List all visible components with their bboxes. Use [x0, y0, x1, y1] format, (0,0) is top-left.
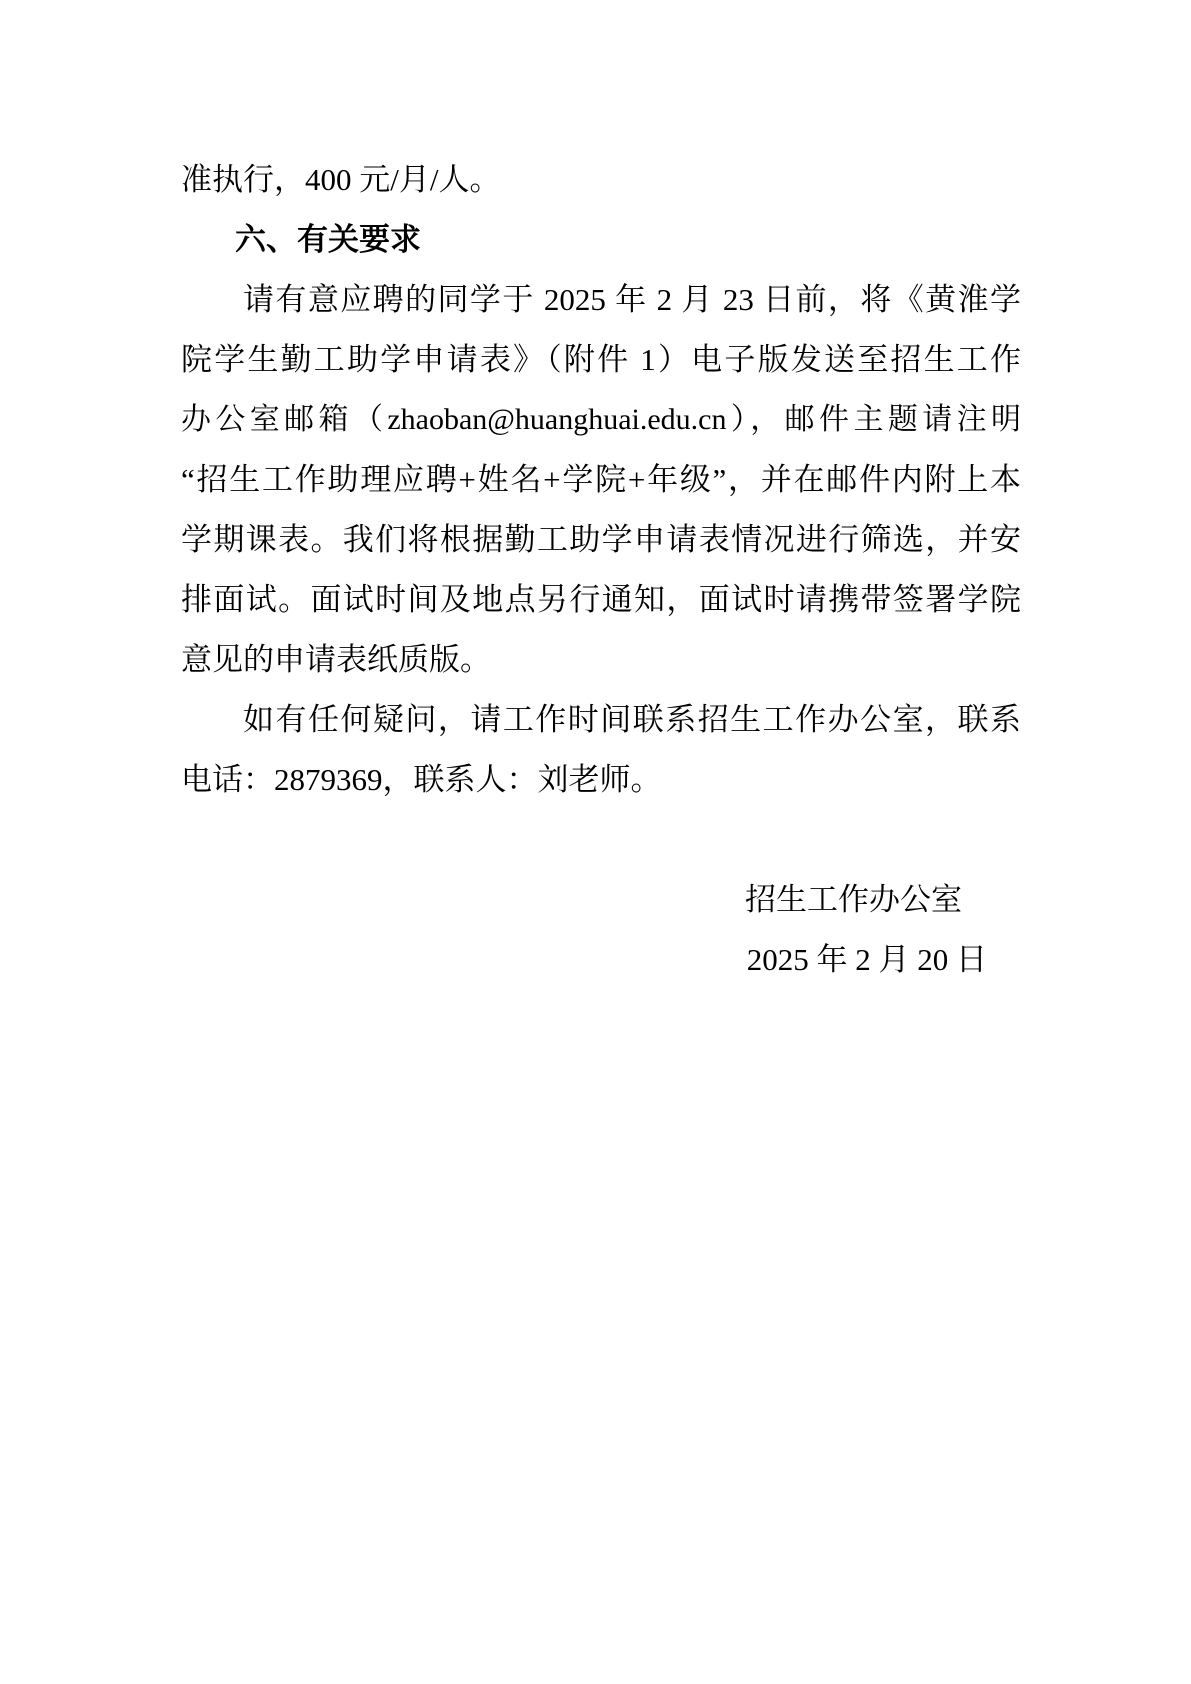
section-heading: 六、有关要求 [235, 222, 421, 257]
requirements-line-1: 请有意应聘的同学于 2025 年 2 月 23 日前，将《黄淮学 [243, 282, 1021, 317]
requirements-line-6: 排面试。面试时间及地点另行通知，面试时请携带签署学院 [181, 582, 1021, 617]
signature-date: 2025 年 2 月 20 日 [746, 942, 987, 977]
signature-organization: 招生工作办公室 [745, 882, 962, 917]
requirements-line-4: “招生工作助理应聘+姓名+学院+年级”，并在邮件内附上本 [181, 462, 1021, 497]
requirements-line-7: 意见的申请表纸质版。 [181, 642, 491, 677]
contact-line-2-phone: 电话：2879369，联系人：刘老师。 [181, 762, 662, 797]
contact-line-1: 如有任何疑问，请工作时间联系招生工作办公室，联系 [243, 702, 1021, 737]
blank-line [181, 810, 1021, 870]
document-body [181, 150, 1021, 990]
requirements-line-2: 院学生勤工助学申请表》（附件 1）电子版发送至招生工作 [181, 342, 1021, 377]
fee-paragraph-tail: 准执行，400 元/月/人。 [181, 162, 501, 197]
requirements-line-5: 学期课表。我们将根据勤工助学申请表情况进行筛选，并安 [181, 522, 1021, 557]
requirements-line-3-email: 办公室邮箱（zhaoban@huanghuai.edu.cn），邮件主题请注明 [181, 403, 1021, 436]
